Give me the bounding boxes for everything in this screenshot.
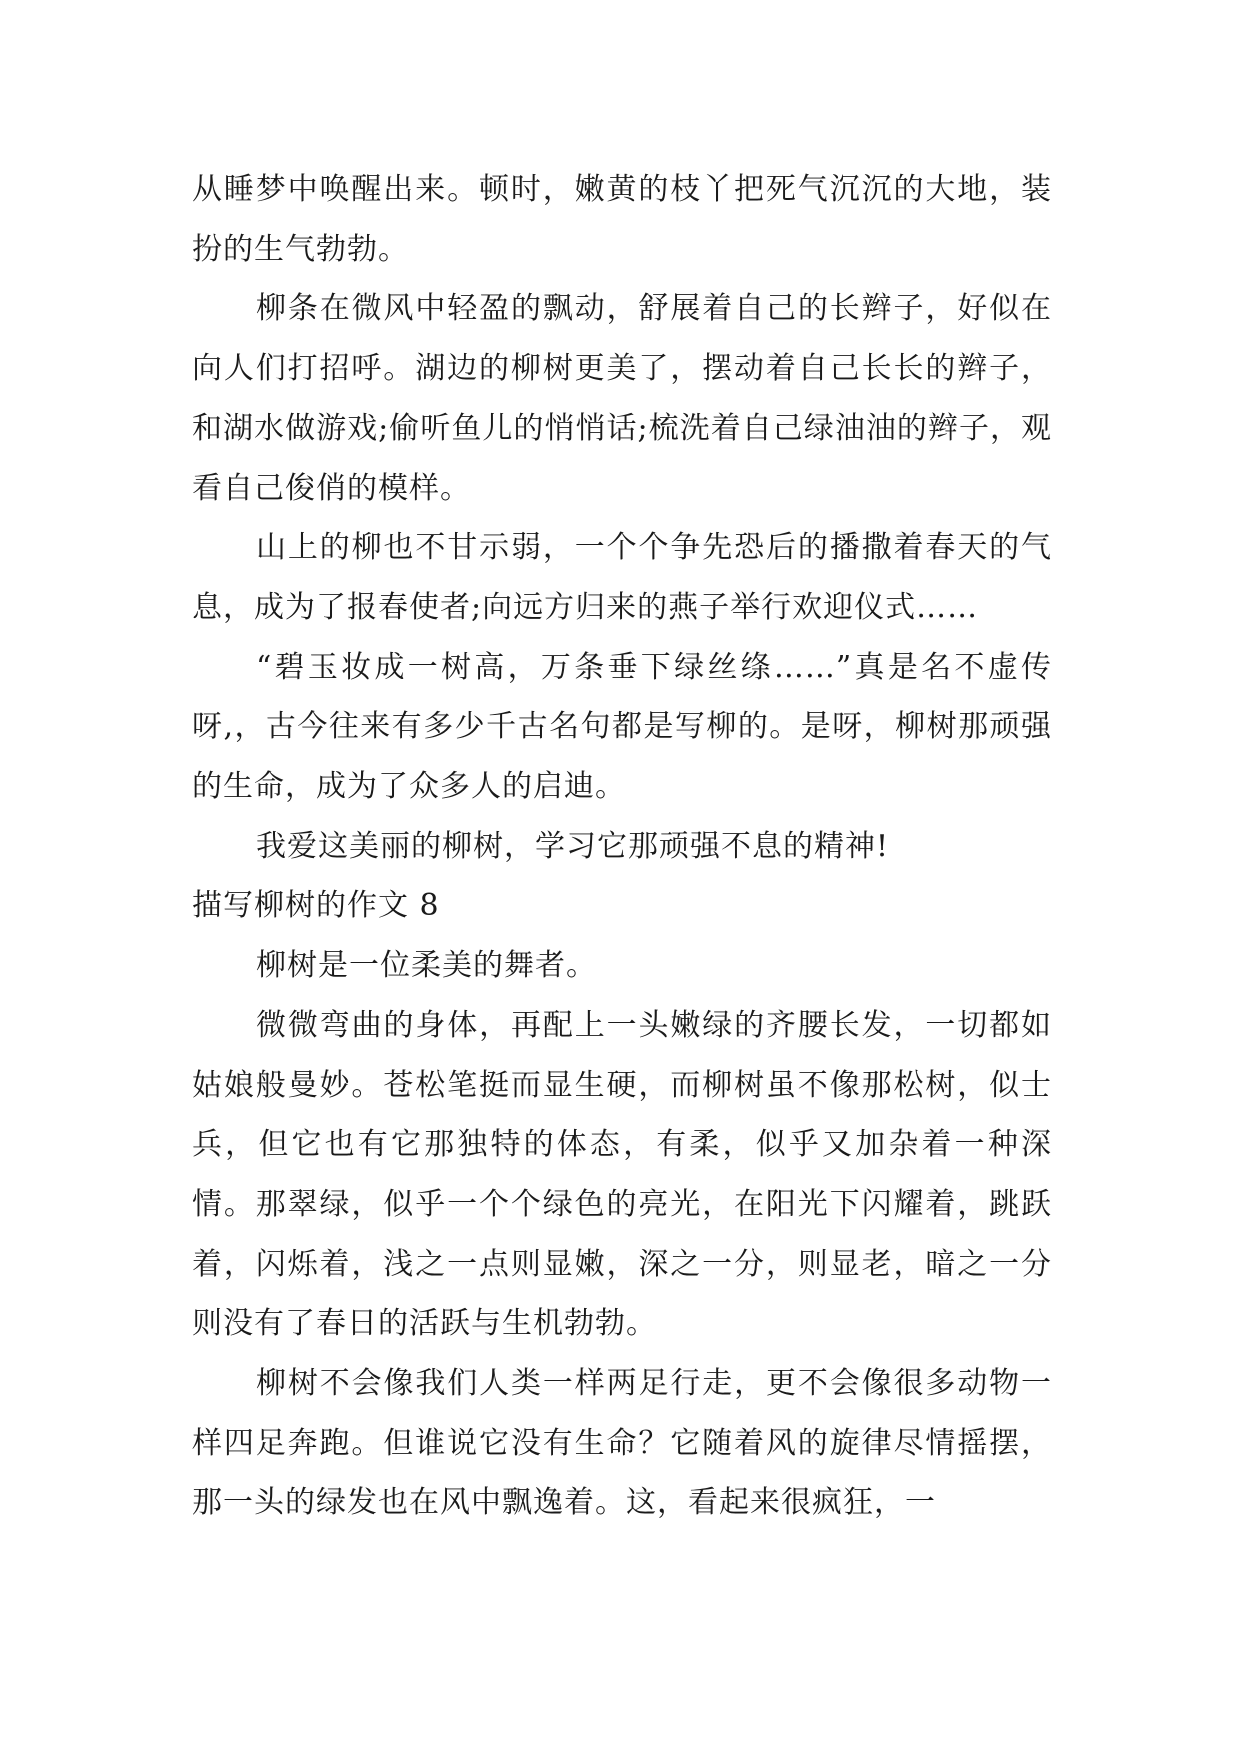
paragraph-movement: 柳树不会像我们人类一样两足行走，更不会像很多动物一样四足奔跑。但谁说它没有生命？它随着风的旋律尽情摇摆，那一头的绿发也在风中飘逸着。这，看起来很疯狂，一 bbox=[192, 1366, 1052, 1521]
paragraph-body-description: 微微弯曲的身体，再配上一头嫩绿的齐腰长发，一切都如姑娘般曼妙。苍松笔挺而显生硬，而柳树虽不像那松树，似士兵，但它也有它那独特的体态，有柔，似乎又加杂着一种深情。那翠绿，似乎一个个绿色的亮光，在阳光下闪耀着，跳跃着，闪烁着，浅之一点则显嫩，深之一分，则显老，暗之一分则没有了春日的活跃与生机勃勃。 bbox=[192, 1007, 1052, 1342]
paragraph-dancer: 柳树是一位柔美的舞者。 bbox=[256, 948, 597, 984]
paragraph-continued: 从睡梦中唤醒出来。顿时，嫩黄的枝丫把死气沉沉的大地，装扮的生气勃勃。 bbox=[192, 172, 1052, 267]
section-title: 描写柳树的作文 8 bbox=[192, 888, 440, 924]
paragraph-conclusion: 我爱这美丽的柳树，学习它那顽强不息的精神! bbox=[256, 828, 890, 864]
document-body bbox=[192, 160, 1052, 1533]
paragraph-mountain-willow: 山上的柳也不甘示弱，一个个争先恐后的播撒着春天的气息，成为了报春使者;向远方归来的燕子举行欢迎仪式…… bbox=[192, 530, 1052, 625]
paragraph-willow-branches: 柳条在微风中轻盈的飘动，舒展着自己的长辫子，好似在向人们打招呼。湖边的柳树更美了，摆动着自己长长的辫子，和湖水做游戏;偷听鱼儿的悄悄话;梳洗着自己绿油油的辫子，观看自己俊俏的模样。 bbox=[192, 291, 1052, 506]
paragraph-poem-quote: “碧玉妆成一树高，万条垂下绿丝绦……”真是名不虚传呀,，古今往来有多少千古名句都是写柳的。是呀，柳树那顽强的生命，成为了众多人的启迪。 bbox=[192, 649, 1052, 805]
